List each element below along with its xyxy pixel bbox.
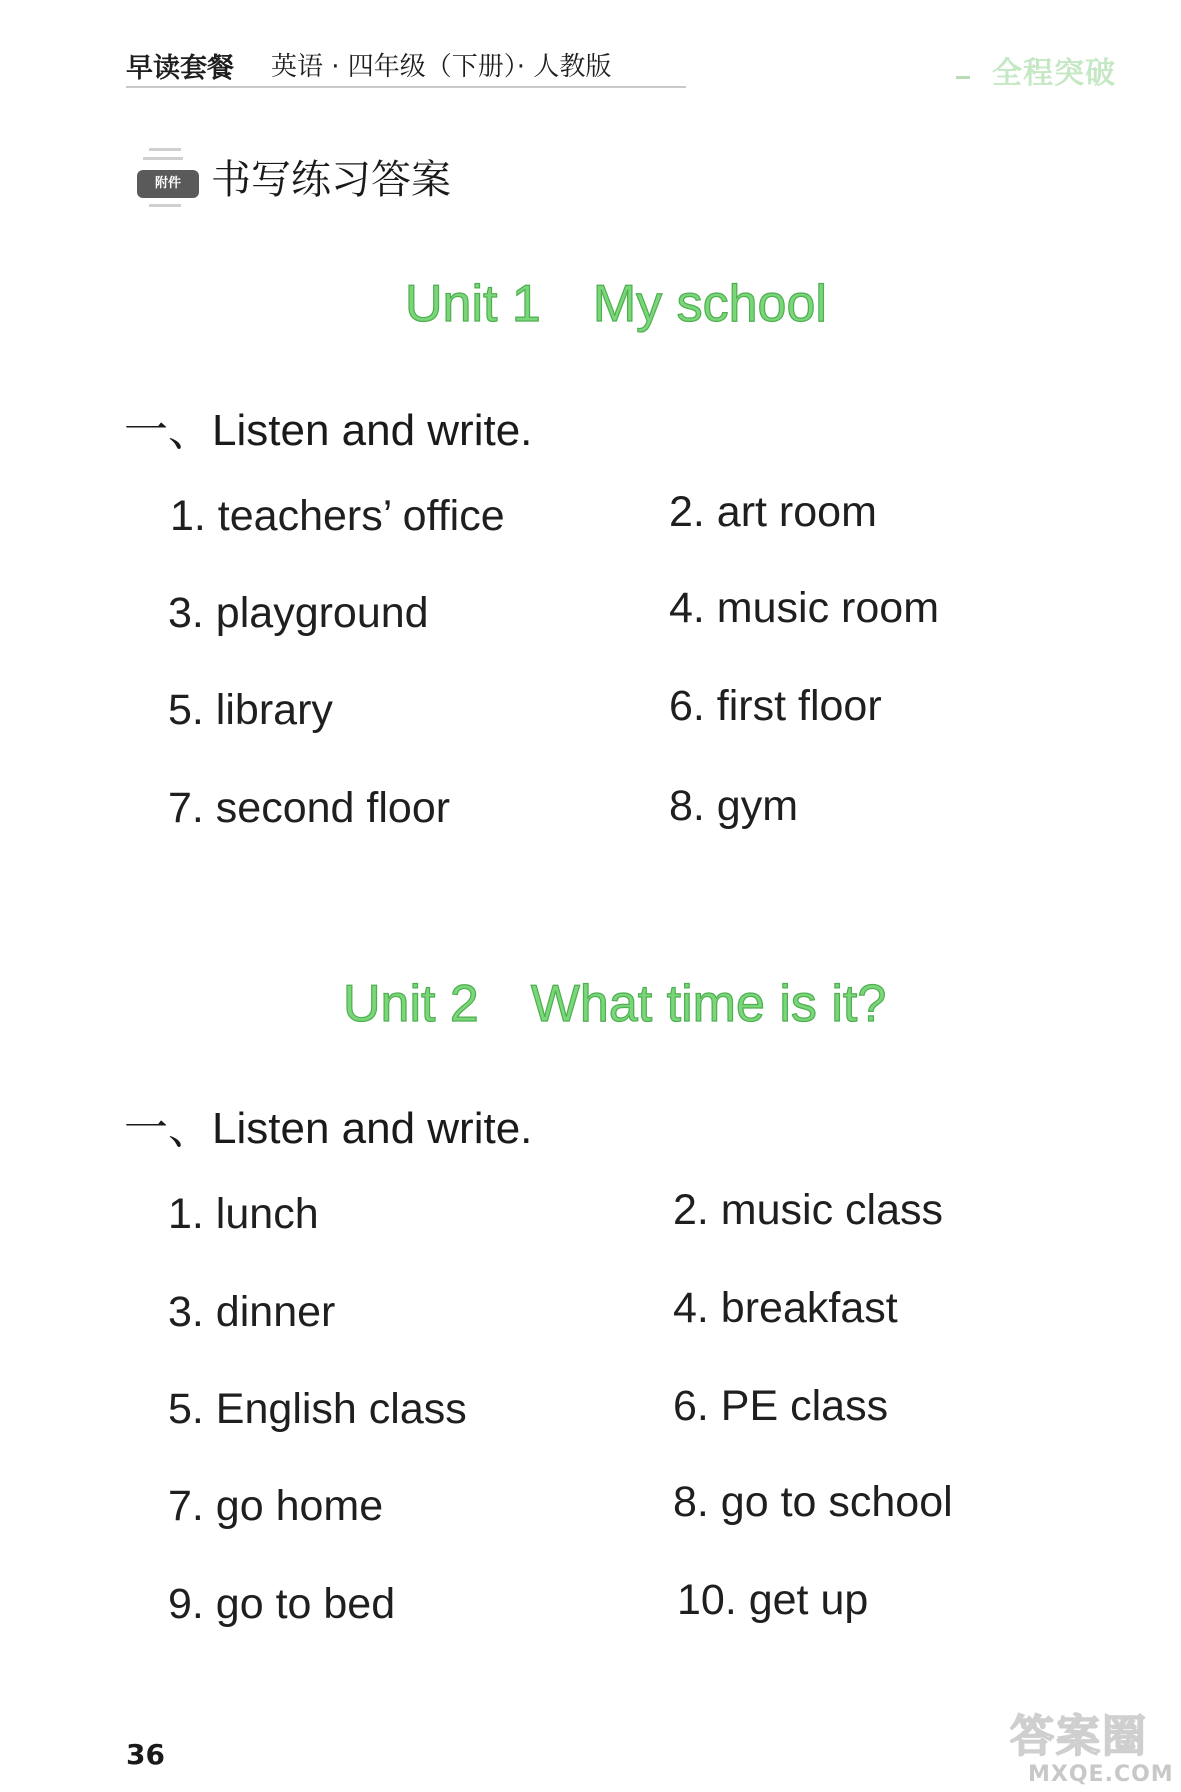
answer-item: 6. first floor xyxy=(669,682,882,730)
answer-item: 8. go to school xyxy=(673,1478,953,1526)
answer-item: 7. go home xyxy=(168,1482,384,1530)
answer-item: 9. go to bed xyxy=(168,1580,396,1628)
unit-name: My school xyxy=(592,275,827,333)
page-number: 36 xyxy=(126,1738,165,1771)
answer-item: 1. teachers’ office xyxy=(170,492,505,540)
header-dash xyxy=(956,76,970,79)
answer-item: 1. lunch xyxy=(168,1190,319,1238)
brand-mark: 全程突破 xyxy=(992,56,1116,91)
appendix-tag: 附件 xyxy=(137,170,199,198)
appendix-title: 书写练习答案 xyxy=(211,157,451,203)
answer-item: 8. gym xyxy=(669,782,799,830)
answer-item: 4. breakfast xyxy=(673,1284,898,1332)
book-info: 英语 · 四年级（下册）· 人教版 xyxy=(271,52,612,82)
series-name: 早读套餐 xyxy=(126,53,234,84)
unit-name: What time is it? xyxy=(530,975,887,1033)
unit-title xyxy=(343,974,886,1034)
answer-item: 10. get up xyxy=(677,1576,869,1624)
tag-decoration xyxy=(149,148,181,151)
tag-decoration xyxy=(149,204,181,207)
answer-item: 6. PE class xyxy=(673,1382,889,1430)
tag-decoration xyxy=(143,157,183,160)
section-heading: 一、Listen and write. xyxy=(124,406,533,455)
watermark-url: MXQE.COM xyxy=(1028,1762,1174,1787)
answer-item: 3. dinner xyxy=(168,1288,336,1336)
section-heading: 一、Listen and write. xyxy=(124,1104,533,1153)
answer-item: 2. music class xyxy=(673,1186,944,1234)
answer-item: 5. English class xyxy=(168,1385,467,1433)
answer-item: 2. art room xyxy=(669,488,877,536)
answer-item: 7. second floor xyxy=(168,784,451,832)
answer-item: 5. library xyxy=(168,686,333,734)
answer-item: 3. playground xyxy=(168,589,429,637)
unit-title xyxy=(405,274,827,334)
unit-number: Unit 1 xyxy=(405,275,541,333)
answer-item: 4. music room xyxy=(669,584,940,632)
unit-number: Unit 2 xyxy=(343,975,479,1033)
watermark xyxy=(1008,1700,1178,1792)
watermark-logo: 答案圈 xyxy=(1010,1711,1148,1762)
header-rule xyxy=(126,86,686,88)
page-header xyxy=(126,46,1116,96)
